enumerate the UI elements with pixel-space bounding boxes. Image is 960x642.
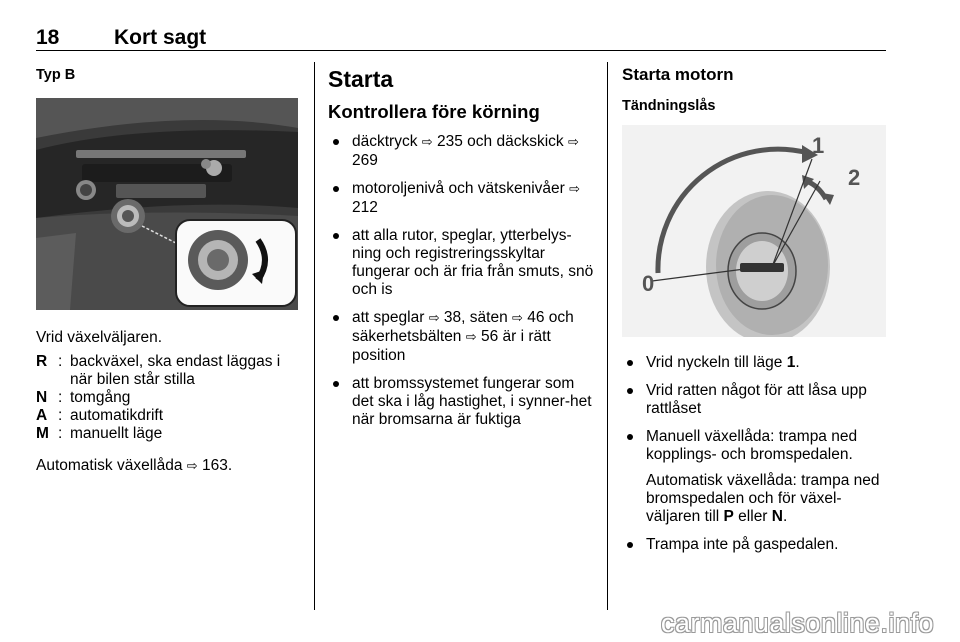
- item-text: Vrid ratten något för att låsa upp rattlåset: [646, 382, 867, 417]
- list-item: [328, 375, 594, 429]
- item-text: Trampa inte på gaspedalen.: [646, 536, 839, 553]
- reference-arrow-icon: ⇨: [428, 311, 440, 326]
- note-bold: N: [771, 508, 783, 525]
- reference-page: 163.: [202, 457, 233, 474]
- def-desc: automatikdrift: [70, 407, 164, 424]
- caption: Vrid växelväljaren.: [36, 329, 163, 346]
- item-text: 235 och däckskick: [437, 133, 564, 150]
- list-item: [328, 133, 594, 170]
- label-two: 2: [848, 165, 861, 190]
- steps-list: [622, 354, 890, 554]
- def-row: [36, 389, 298, 407]
- def-sep: :: [58, 389, 63, 406]
- reference-arrow-icon: ⇨: [567, 135, 579, 150]
- note-text: .: [782, 508, 788, 525]
- item-text: att speglar: [352, 309, 425, 326]
- column-engine-start: [622, 60, 890, 564]
- list-item: [622, 536, 890, 554]
- list-item: [622, 428, 890, 526]
- def-term: N: [36, 389, 48, 406]
- def-row: [36, 425, 298, 443]
- item-text: motoroljenivå och vätskenivåer: [352, 180, 565, 197]
- cross-reference: [36, 457, 298, 476]
- page-title: Kort sagt: [114, 26, 207, 49]
- item-text: däcktryck: [352, 133, 418, 150]
- item-note: [646, 472, 890, 526]
- reference-text: Automatisk växellåda: [36, 457, 183, 474]
- def-row: [36, 353, 298, 389]
- item-text: .: [795, 354, 800, 371]
- type-label: Typ B: [36, 67, 76, 83]
- def-desc: manuellt läge: [70, 425, 163, 442]
- reference-arrow-icon: ⇨: [569, 182, 581, 197]
- def-term: M: [36, 425, 49, 442]
- def-row: [36, 407, 298, 425]
- reference-arrow-icon: ⇨: [421, 135, 433, 150]
- note-text: Automatisk växellåda: trampa ned bromspedalen och för växel-väljaren till: [646, 472, 880, 525]
- checklist: [328, 133, 594, 429]
- list-item: [328, 180, 594, 217]
- column-gear-selector: [36, 60, 298, 476]
- note-bold: P: [723, 508, 734, 525]
- section-title: Starta motorn: [622, 65, 734, 84]
- subsection-title: Kontrollera före körning: [328, 101, 540, 122]
- item-text: 269: [352, 152, 378, 169]
- reference-arrow-icon: ⇨: [186, 459, 198, 474]
- item-text: 212: [352, 199, 378, 216]
- label-one: 1: [812, 133, 825, 158]
- ignition-lock-figure: [622, 125, 886, 337]
- def-desc: backväxel, ska endast läggas i när bilen står stilla: [70, 353, 281, 388]
- label-zero: 0: [642, 271, 655, 296]
- gear-position-list: [36, 353, 298, 443]
- page-header: [36, 20, 886, 50]
- item-text: Vrid nyckeln till läge: [646, 354, 787, 371]
- def-sep: :: [58, 425, 63, 442]
- item-text: att bromssystemet fungerar som det ska i låg hastighet, i synner-het när bromsarna är fuktiga: [352, 375, 592, 428]
- item-text: 56 är i rätt position: [352, 328, 551, 364]
- column-divider-2: [607, 62, 608, 610]
- def-desc: tomgång: [70, 389, 131, 406]
- subsection-title: Tändningslås: [622, 98, 716, 114]
- page-number: 18: [36, 26, 60, 49]
- reference-arrow-icon: ⇨: [465, 330, 477, 345]
- item-text: Manuell växellåda: trampa ned kopplings- och bromspedalen.: [646, 428, 858, 463]
- list-item: [622, 354, 890, 372]
- def-sep: :: [58, 407, 63, 424]
- watermark: carmanualsonline.info: [660, 608, 934, 638]
- item-text: 46 och säkerhetsbälten: [352, 309, 574, 345]
- reference-arrow-icon: ⇨: [512, 311, 523, 326]
- def-term: R: [36, 353, 48, 370]
- item-text: 38, säten: [443, 309, 508, 326]
- column-divider-1: [314, 62, 315, 610]
- section-title: Starta: [328, 66, 394, 92]
- def-term: A: [36, 407, 48, 424]
- def-sep: :: [58, 353, 63, 370]
- list-item: [328, 227, 594, 299]
- item-text: att alla rutor, speglar, ytterbelys-ning och registreringsskyltar fungerar och är fria från smuts, snö och is: [352, 227, 594, 298]
- list-item: [622, 382, 890, 418]
- note-text: eller: [733, 508, 772, 525]
- item-bold: 1: [786, 354, 796, 371]
- gear-selector-photo: [36, 98, 298, 310]
- header-rule: [36, 50, 886, 51]
- list-item: [328, 309, 594, 365]
- column-starting: [328, 60, 594, 439]
